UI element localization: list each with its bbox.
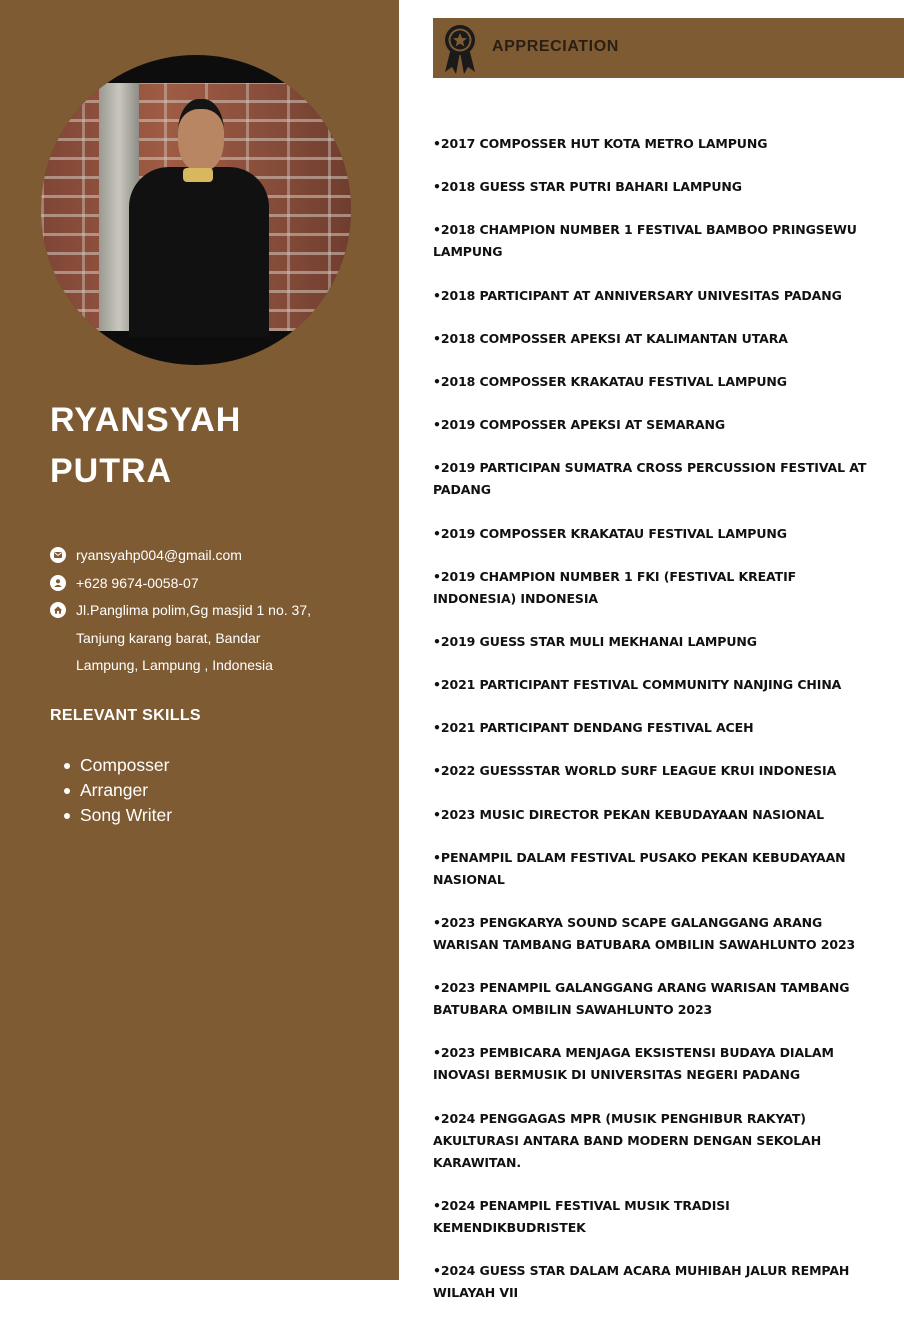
list-item: •2018 GUESS STAR PUTRI BAHARI LAMPUNG	[433, 179, 742, 195]
list-item: •2023 PEMBICARA MENJAGA EKSISTENSI BUDAYA DIALAM INOVASI BERMUSIK DI UNIVERSITAS NEGERI PADANG	[433, 1045, 834, 1083]
list-item: •2019 GUESS STAR MULI MEKHANAI LAMPUNG	[433, 633, 757, 649]
name-line-1: RYANSYAH	[50, 401, 242, 439]
appreciation-header	[433, 18, 904, 78]
skill-item: Composser	[60, 753, 172, 778]
home-icon	[50, 602, 66, 618]
list-item: •2018 PARTICIPANT AT ANNIVERSARY UNIVESITAS PADANG	[433, 287, 842, 303]
skills-list	[60, 753, 172, 828]
list-item: •2019 COMPOSSER KRAKATAU FESTIVAL LAMPUNG	[433, 525, 787, 541]
list-item: •2023 MUSIC DIRECTOR PEKAN KEBUDAYAAN NASIONAL	[433, 806, 824, 822]
appreciation-title: APPRECIATION	[492, 38, 619, 55]
address-line-1: Jl.Panglima polim,Gg masjid 1 no. 37,	[76, 602, 311, 618]
address-line-3: Lampung, Lampung , Indonesia	[76, 657, 273, 673]
photo-person-head	[178, 99, 224, 171]
photo-person-body	[129, 167, 269, 337]
photo-bow-tie	[183, 168, 213, 182]
list-item: •2023 PENGKARYA SOUND SCAPE GALANGGANG ARANG WARISAN TAMBANG BATUBARA OMBILIN SAWAHLUNTO 2023	[433, 915, 856, 952]
list-item: •2019 COMPOSSER APEKSI AT SEMARANG	[433, 417, 726, 433]
list-item: •2024 PENAMPIL FESTIVAL MUSIK TRADISI KEMENDIKBUDRISTEK	[433, 1197, 730, 1235]
list-item: •2024 GUESS STAR DALAM ACARA MUHIBAH JALUR REMPAH WILAYAH VII	[433, 1262, 850, 1300]
email-text: ryansyahp004@gmail.com	[76, 547, 242, 563]
list-item: •2024 PENGGAGAS MPR (MUSIK PENGHIBUR RAKYAT) AKULTURASI ANTARA BAND MODERN DENGAN SEKOLAH KARAWITAN.	[433, 1110, 822, 1170]
name-line-2: PUTRA	[50, 452, 173, 490]
phone-text: +628 9674-0058-07	[76, 574, 199, 591]
profile-name	[50, 395, 370, 497]
list-item: •2019 PARTICIPAN SUMATRA CROSS PERCUSSION FESTIVAL AT PADANG	[433, 460, 867, 498]
contact-email	[50, 542, 350, 570]
appreciation-list	[433, 133, 883, 1325]
medal-icon	[441, 22, 479, 76]
profile-photo	[41, 55, 351, 365]
list-item: •2018 COMPOSSER KRAKATAU FESTIVAL LAMPUNG	[433, 373, 787, 389]
contact-phone	[50, 570, 350, 598]
list-item: •2023 PENAMPIL GALANGGANG ARANG WARISAN TAMBANG BATUBARA OMBILIN SAWAHLUNTO 2023	[433, 980, 850, 1018]
user-icon	[50, 575, 66, 591]
skill-item: Song Writer	[60, 803, 172, 828]
list-item: •2018 COMPOSSER APEKSI AT KALIMANTAN UTARA	[433, 330, 788, 346]
list-item: •2018 CHAMPION NUMBER 1 FESTIVAL BAMBOO PRINGSEWU LAMPUNG	[433, 222, 857, 260]
mail-icon	[50, 547, 66, 563]
list-item: •2022 GUESSSTAR WORLD SURF LEAGUE KRUI INDONESIA	[433, 763, 837, 779]
list-item: •2019 CHAMPION NUMBER 1 FKI (FESTIVAL KREATIF INDONESIA) INDONESIA	[433, 568, 797, 606]
sidebar	[0, 0, 399, 1280]
list-item: •PENAMPIL DALAM FESTIVAL PUSAKO PEKAN KEBUDAYAAN NASIONAL	[433, 849, 846, 887]
list-item: •2017 COMPOSSER HUT KOTA METRO LAMPUNG	[433, 136, 768, 151]
skills-title: RELEVANT SKILLS	[50, 707, 201, 724]
contact-address	[50, 597, 350, 680]
list-item: •2021 PARTICIPANT DENDANG FESTIVAL ACEH	[433, 720, 754, 736]
list-item: •2021 PARTICIPANT FESTIVAL COMMUNITY NANJING CHINA	[433, 677, 842, 693]
contact-info	[50, 542, 350, 680]
skill-item: Arranger	[60, 778, 172, 803]
address-line-2: Tanjung karang barat, Bandar	[76, 629, 261, 646]
